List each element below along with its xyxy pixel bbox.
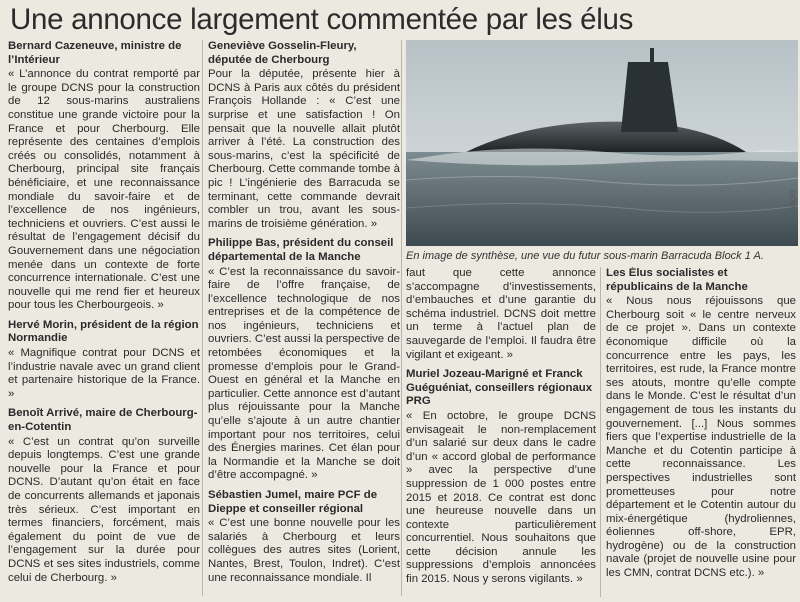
speaker-name: Muriel Jozeau-Marigné et Franck Guéguéniat, conseillers régionaux PRG xyxy=(406,368,593,408)
quote-text: « C’est une bonne nouvelle pour les salariés à Cherbourg et leurs collègues des autres sites (Lorient, Nantes, Brest, Toulon, Indret). C’est une reconnaissance mondiale. Il xyxy=(208,517,400,584)
quote-text: « Nous nous réjouissons que Cherbourg soit « le centre nerveux de ce projet ». Dans un contexte économique difficile où la concurrence entre les pays, les territoires, est rude, la France montre ses atouts, montre qu’elle compte dans le Monde. C’est le résultat d’un engagement de tous les instants du gouvernement. [...] Nous sommes fiers que l’expertise industrielle de la Manche et du Cotentin participe à cette reconnaissance. Les perspectives industrielles sont prometteuses pour notre département et le Cotentin autour du mix-énergétique (hydroliennes, éoliennes off-shore, EPR, hydrogène) ou de la construction navale (projet de nouvelle usine pour les CMN, contrat DCNS etc.). » xyxy=(606,295,796,580)
article-column-4 xyxy=(606,267,796,600)
speaker-name: Bernard Cazeneuve, ministre de l’Intérieur xyxy=(8,40,182,66)
quote-text: « C’est la reconnaissance du savoir-faire de l’offre française, de l’excellence technologique de nos entreprises et de la compétence de nos ingénieurs, techniciens et ouvriers. C’est aussi la perspective de retombées économiques et la promesse d’emplois pour le Grand-Ouest en général et la Manche en particulier. Cette annonce est d’autant plus réjouissante pour la Manche qu’elle s’ajoute à un autre chantier important pour nos territoires, celui des Énergies marines. Cet élan pour la Normandie et la Manche se doit d’être accompagné. » xyxy=(208,265,400,482)
speaker-name: Les Élus socialistes et républicains de la Manche xyxy=(606,267,748,293)
quote-text: faut que cette annonce s’accompagne d’investissements, d’embauches et d’une garantie du schéma industriel. DCNS doit mettre un terme à l’actuel plan de sauvegarde de l’emploi. Il faudra être vigilant et exigeant. » xyxy=(406,267,596,361)
article-column-2 xyxy=(208,40,400,600)
submarine-photo xyxy=(406,40,798,246)
speaker-name: Geneviève Gosselin-Fleury, députée de Cherbourg xyxy=(208,40,357,66)
photo-credit: DCNS xyxy=(788,190,795,210)
quote-text: « Magnifique contrat pour DCNS et l’industrie navale avec un grand client et partenaire historique de la France. » xyxy=(8,347,200,400)
photo-caption: En image de synthèse, une vue du futur sous-marin Barracuda Block 1 A. xyxy=(406,250,764,262)
quote-text: « En octobre, le groupe DCNS envisageait le non-remplacement d’un salarié sur deux dans le cadre d’un « accord global de performance » avec la perspective d’une suppression de 1 000 postes entre 2015 et 2018. Ce contrat est donc une heureuse nouvelle dans un contexte particulièrement concurrentiel. Nous souhaitons que cette décision annule les suppressions d’emplois annoncées fin 2015. Nous y serons vigilants. » xyxy=(406,409,596,586)
quote-text: Pour la députée, présente hier à DCNS à Paris aux côtés du président François Hollande : « C’est une surprise et une satisfaction ! On pensait que la nouvelle allait plutôt arriver à l’été. La construction des sous-marins, c’est la spécificité de Cherbourg. Cette commande tombe à pic ! L’ingénierie des Barracuda se terminant, cette commande devrait combler un trou, avant les sous-marins de troisième génération. » xyxy=(208,68,400,230)
column-divider xyxy=(600,267,601,597)
article-column-1 xyxy=(8,40,200,600)
speaker-name: Sébastien Jumel, maire PCF de Dieppe et conseiller régional xyxy=(208,489,378,515)
article-column-3 xyxy=(406,267,596,600)
article-headline: Une annonce largement commentée par les élus xyxy=(10,3,634,36)
column-divider xyxy=(202,40,203,596)
speaker-name: Hervé Morin, président de la région Normandie xyxy=(8,318,199,345)
quote-text: « L’annonce du contrat remporté par le groupe DCNS pour la construction de 12 sous-marins australiens constitue une grande victoire pour la France et pour Cherbourg. Elle représente des centaines d’emplois créés ou consolidés, notamment à Cherbourg, principal site français bénéficiaire, et une reconnaissance mondiale du savoir-faire et de l’excellence de nos ingénieurs, techniciens et ouvriers. C’est aussi le résultat de l’engagement décisif du Gouvernement dans une négociation menée dans un contexte de forte concurrence internationale. C’est une nouvelle qui me rend fier et heureux pour tous les Cherbourgeois. » xyxy=(8,68,200,312)
speaker-name: Philippe Bas, président du conseil départemental de la Manche xyxy=(208,237,394,263)
column-divider xyxy=(401,40,402,596)
submarine-illustration xyxy=(406,40,798,246)
quote-text: « C’est un contrat qu’on surveille depuis longtemps. C’est une grande nouvelle pour la France et pour DCNS. D’autant qu’on était en face de concurrents allemands et japonais très sérieux. C’est important en termes financiers, forcément, mais également du point de vue de l’engagement sur la durée pour DCNS et ses sites industriels, comme celui de Cherbourg. » xyxy=(8,435,200,584)
speaker-name: Benoît Arrivé, maire de Cherbourg-en-Cotentin xyxy=(8,407,198,434)
